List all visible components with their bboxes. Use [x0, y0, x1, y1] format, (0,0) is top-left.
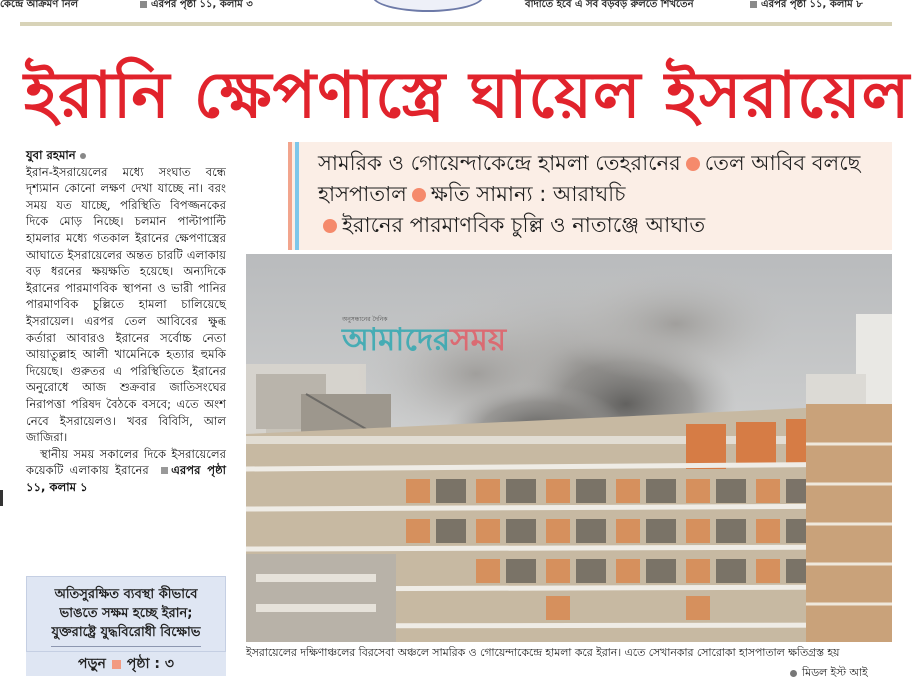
subheadline-accent-bar-blue: [295, 142, 299, 250]
square-bullet-icon: [161, 467, 168, 474]
square-bullet-icon: [140, 1, 147, 8]
page-edge-mark: [0, 490, 3, 506]
photo-caption: ইসরায়েলের দক্ষিণাঞ্চলের বিরসেবা অঞ্চলে সামরিক ও গোয়েন্দাকেন্দ্রে হামলা করে ইরান। এতে সেখানকার সোরোকা হাসপাতাল ক্ষতিগ্রস্ত হয়: [246, 646, 840, 659]
byline-row: [26, 147, 226, 164]
article-paragraph-2-text: স্থানীয় সময় সকালের দিকে ইসরায়েলের কয়েকটি এলাকায় ইরানের: [26, 446, 226, 478]
subheadline-text: [318, 148, 878, 241]
read-more-page: পৃষ্ঠা : ৩: [126, 656, 174, 672]
square-bullet-icon: [112, 660, 121, 669]
watermark-part-2: সময়: [450, 322, 507, 358]
top-strip-right-text: বাদাতে হবে এ সব বড়বড় রুলতে শিখতেন: [525, 0, 694, 10]
top-strip-right-ref-text: এরপর পৃষ্ঠা ১১, কলাম ৮: [761, 0, 863, 10]
subheadline-box: [288, 142, 892, 250]
photo-credit-text: মিডল ইস্ট আই: [802, 666, 868, 679]
bullet-icon: [686, 157, 700, 171]
subheadline-part-3: ক্ষতি সামান্য : আরাঘচি: [430, 182, 626, 206]
subheadline-accent-bar: [288, 142, 292, 250]
related-story-divider: [51, 646, 201, 647]
news-photo: [246, 254, 892, 642]
bullet-icon: [412, 188, 426, 202]
watermark-part-1: আমাদের: [342, 322, 451, 358]
damaged-building-illustration: [246, 254, 892, 642]
related-story-line-1: অতিসুরক্ষিত ব্যবস্থা কীভাবে: [54, 587, 198, 602]
article-paragraph-2: [26, 446, 226, 496]
photo-credit: [790, 664, 868, 683]
related-story-line-2: ভাঙতে সক্ষম হচ্ছে ইরান;: [59, 606, 193, 621]
byline: যুবা রহমান: [26, 148, 76, 162]
bullet-icon: [790, 670, 797, 677]
square-bullet-icon: [750, 1, 757, 8]
bullet-icon: [323, 219, 337, 233]
top-strip-left-text: কেন্দ্রে আক্রমণ নিল: [0, 0, 79, 10]
continued-ref-text: এরপর পৃষ্ঠা ১১, কলাম ১: [26, 463, 226, 494]
related-story-line-3: যুক্তরাষ্ট্রে যুদ্ধবিরোধী বিক্ষোভ: [51, 625, 201, 640]
article-column: [26, 147, 226, 495]
watermark-tagline: অনুসন্ধানের দৈনিক: [342, 316, 388, 323]
top-strip-right-ref: [750, 0, 863, 14]
top-strip-left-ref-text: এরপর পৃষ্ঠা ১১, কলাম ৩: [151, 0, 253, 10]
read-more-link[interactable]: [26, 652, 226, 676]
top-strip-left-ref: [140, 0, 253, 14]
bullet-icon: [80, 153, 86, 159]
top-divider: [20, 22, 892, 26]
watermark-logo: [342, 316, 506, 368]
article-body: ইরান-ইসরায়েলের মধ্যে সংঘাত বন্ধে দৃশ্যমান কোনো লক্ষণ দেখা যাচ্ছে না। বরং সময় যত যাচ্ছে, পরিস্থিতি বিপজ্জনকের দিকে মোড় নিচ্ছে। চলমান পাল্টাপাল্টি হামলার মধ্যে গতকাল ইরানের ক্ষেপণাস্ত্রের আঘাতে ইসরায়েলের অন্তত চারটি এলাকায় বড় ধরনের ক্ষয়ক্ষতি হয়েছে। অন্যদিকে ইরানের পারমাণবিক স্থাপনা ও ভারী পানির পারমাণবিক চুল্লিতে হামলা চালিয়েছে ইসরায়েল। এরপর তেল আবিবের ক্ষুব্ধ কর্তারা আবারও ইরানের সর্বোচ্চ নেতা আয়াতুল্লাহ আলী খামেনিকে হত্যার হুমকি দিয়েছে। গুরুতর এ পরিস্থিতিতে ইরানের অনুরোধে আজ শুক্রবার জাতিসংঘের নিরাপত্তা পরিষদ বৈঠকে বসবে; এতে অংশ নেবে ইসরায়েলও। খবর বিবিসি, আল জাজিরা।: [26, 164, 226, 445]
subheadline-part-2: তেল আবিব বলছে হাসপাতাল: [318, 151, 861, 206]
subheadline-part-4: ইরানের পারমাণবিক চুল্লি ও নাতাঞ্জে আঘাত: [342, 213, 706, 237]
related-story-box[interactable]: [26, 576, 226, 652]
main-headline: ইরানি ক্ষেপণাস্ত্রে ঘায়েল ইসরায়েল: [24, 59, 911, 133]
read-more-label: পড়ুন: [78, 656, 106, 672]
subheadline-part-1: সামরিক ও গোয়েন্দাকেন্দ্রে হামলা তেহরানের: [318, 151, 681, 175]
